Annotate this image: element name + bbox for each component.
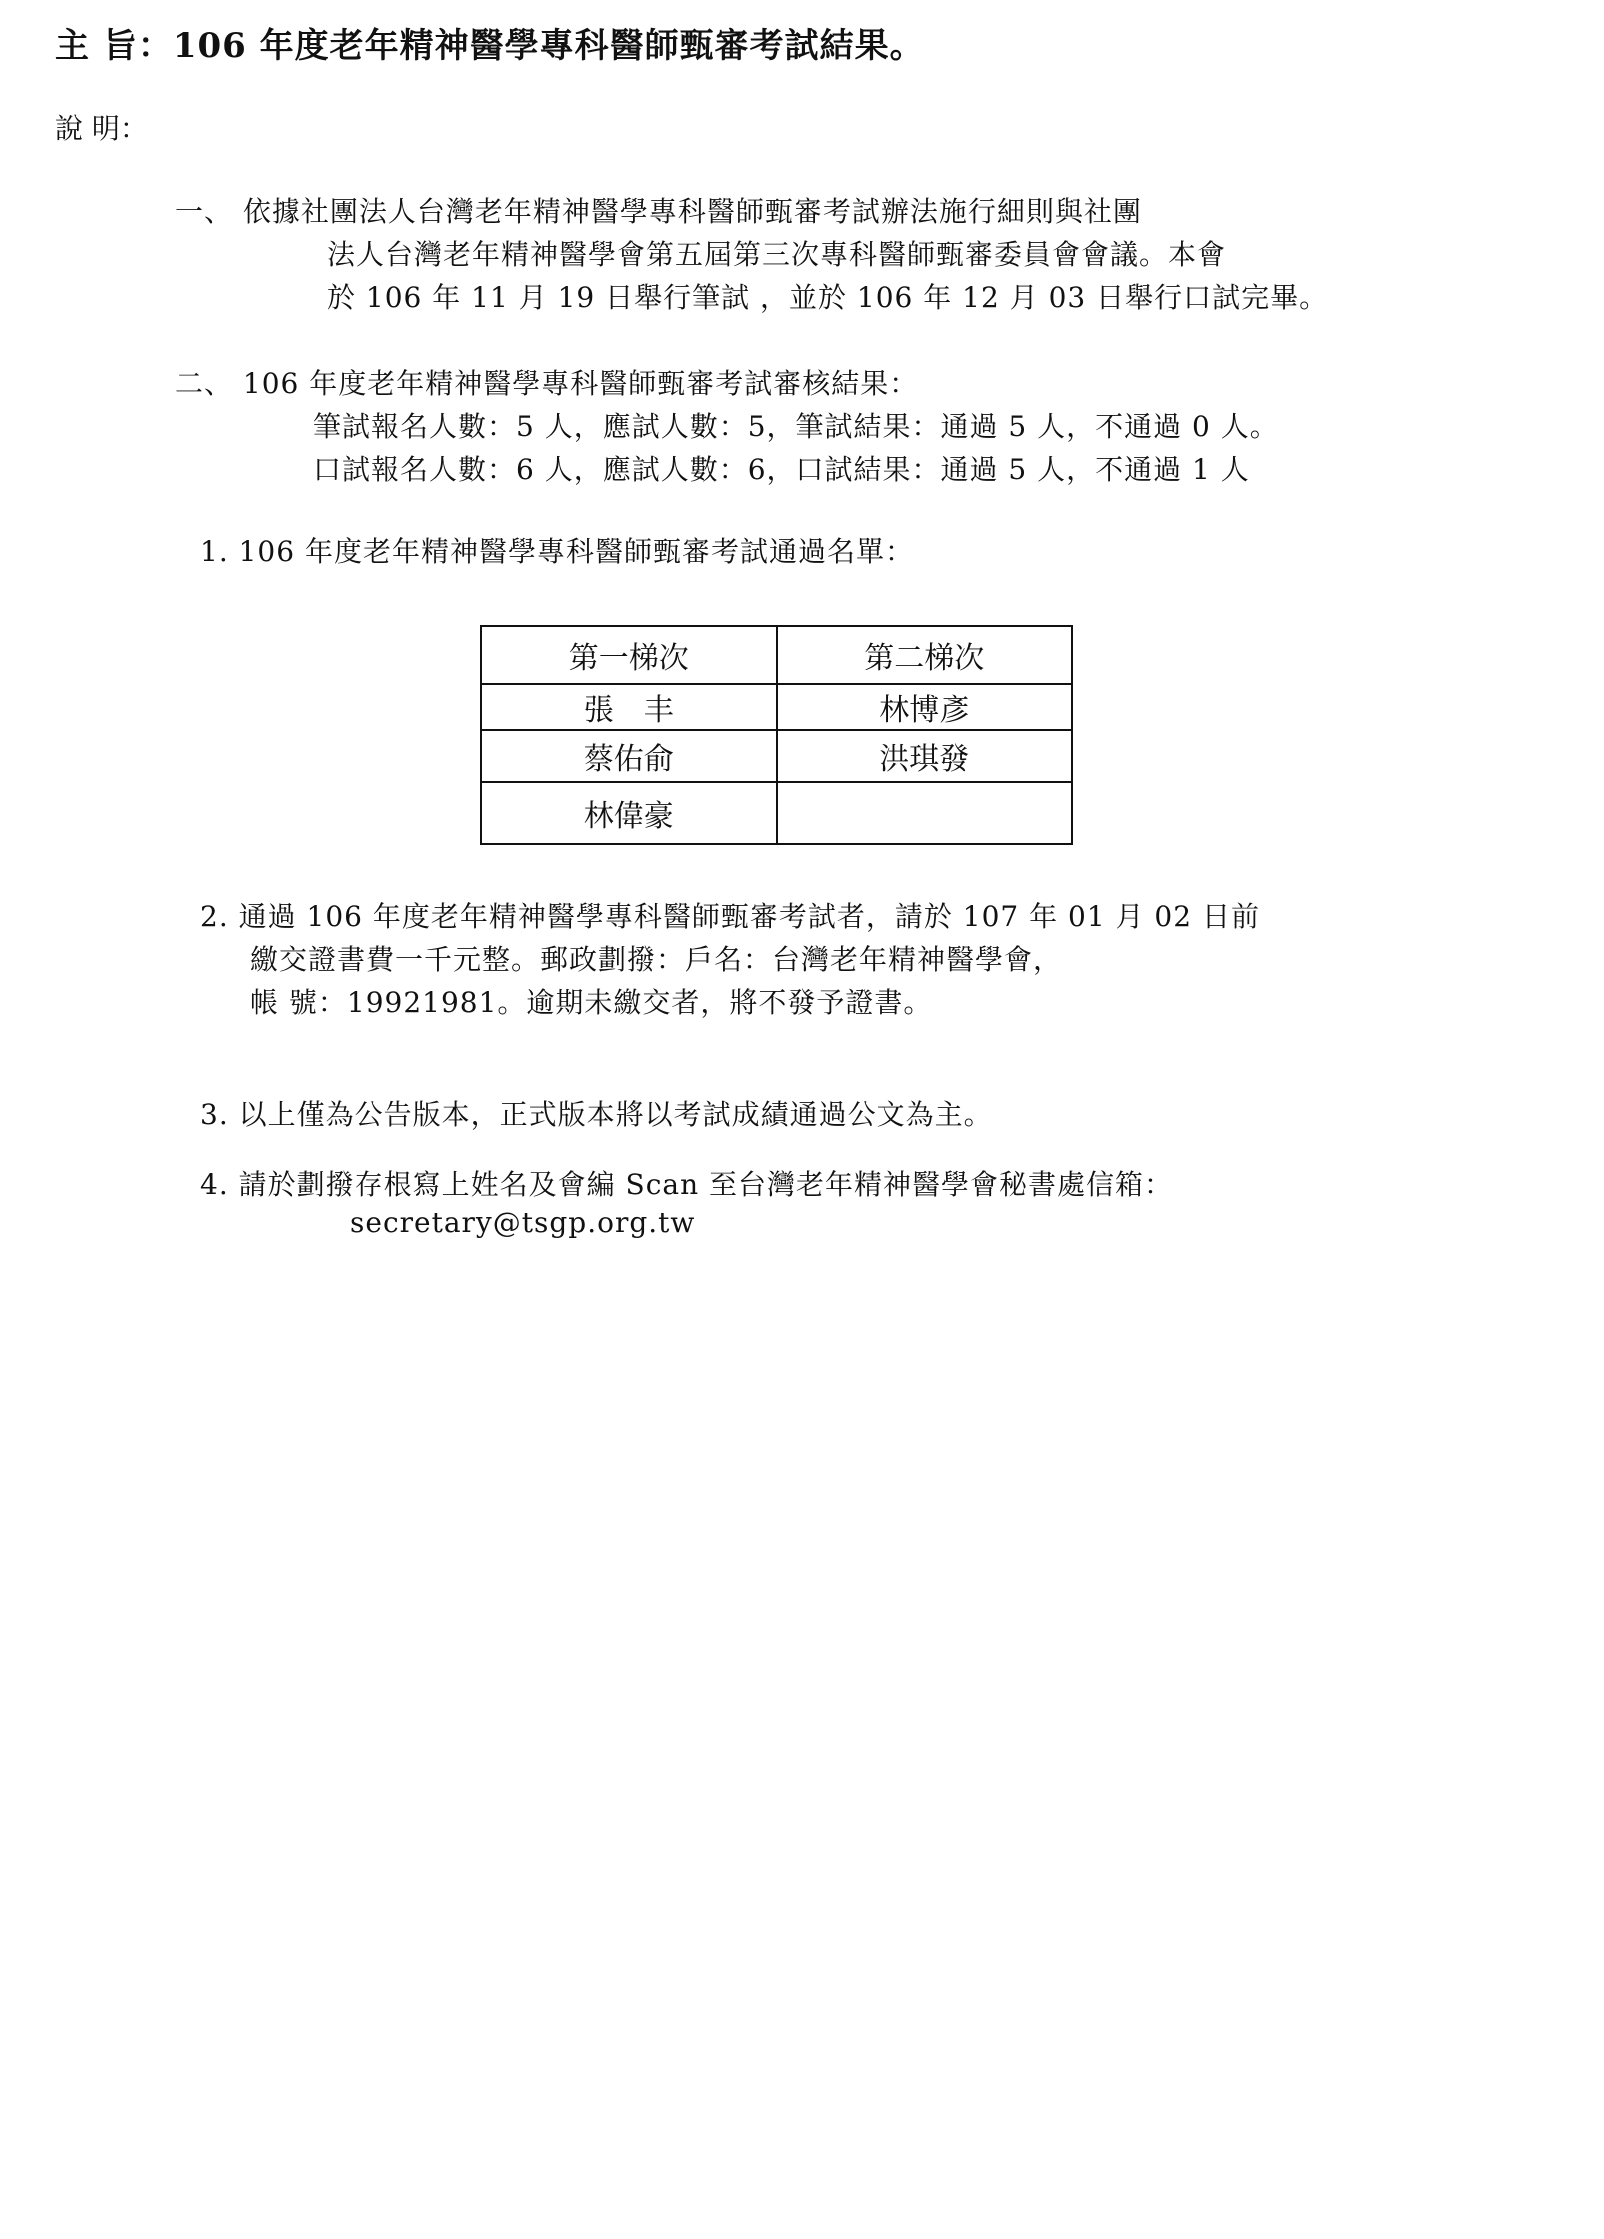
table-row [481,684,1072,730]
subject-heading: 主 旨：106 年度老年精神醫學專科醫師甄審考試結果。 [55,26,925,66]
table-cell: 蔡佑俞 [481,730,777,782]
item3-text: 3. 以上僅為公告版本，正式版本將以考試成績通過公文為主。 [200,1098,993,1131]
table-row [481,730,1072,782]
table-cell: 林偉豪 [481,782,777,844]
section2-line-1: 二、 106 年度老年精神醫學專科醫師甄審考試審核結果： [175,367,919,400]
table-cell: 洪琪發 [777,730,1073,782]
table-cell [777,782,1073,844]
section1-line-1: 一、 依據社團法人台灣老年精神醫學專科醫師甄審考試辦法施行細則與社團 [175,195,1142,228]
passed-names-table [480,625,1073,845]
section2-line-3: 口試報名人數：6 人，應試人數：6，口試結果：通過 5 人，不通過 1 人 [313,453,1250,486]
section1-line-3: 於 106 年 11 月 19 日舉行筆試 ，並於 106 年 12 月 03 日舉行口試完畢。 [327,281,1329,314]
item4-email: secretary@tsgp.org.tw [350,1206,696,1239]
item2-line-2: 繳交證書費一千元整。郵政劃撥：戶名：台灣老年精神醫學會， [250,943,1063,976]
item2-line-1: 2. 通過 106 年度老年精神醫學專科醫師甄審考試者，請於 107 年 01 月 02 日前 [200,900,1260,933]
table-header-second-batch: 第二梯次 [777,626,1073,684]
section2-line-2: 筆試報名人數：5 人，應試人數：5，筆試結果：通過 5 人，不通過 0 人。 [313,410,1279,443]
table-cell: 張 丰 [481,684,777,730]
table-header-first-batch: 第一梯次 [481,626,777,684]
item4-line-1: 4. 請於劃撥存根寫上姓名及會編 Scan 至台灣老年精神醫學會秘書處信箱： [200,1168,1174,1201]
item1-text: 1. 106 年度老年精神醫學專科醫師甄審考試通過名單： [200,535,914,568]
table-cell: 林博彥 [777,684,1073,730]
table-header-row [481,626,1072,684]
table-row [481,782,1072,844]
item2-line-3: 帳 號：19921981。逾期未繳交者，將不發予證書。 [250,986,933,1019]
explanation-label: 說 明： [55,112,148,145]
section1-line-2: 法人台灣老年精神醫學會第五屆第三次專科醫師甄審委員會會議。本會 [327,238,1227,271]
